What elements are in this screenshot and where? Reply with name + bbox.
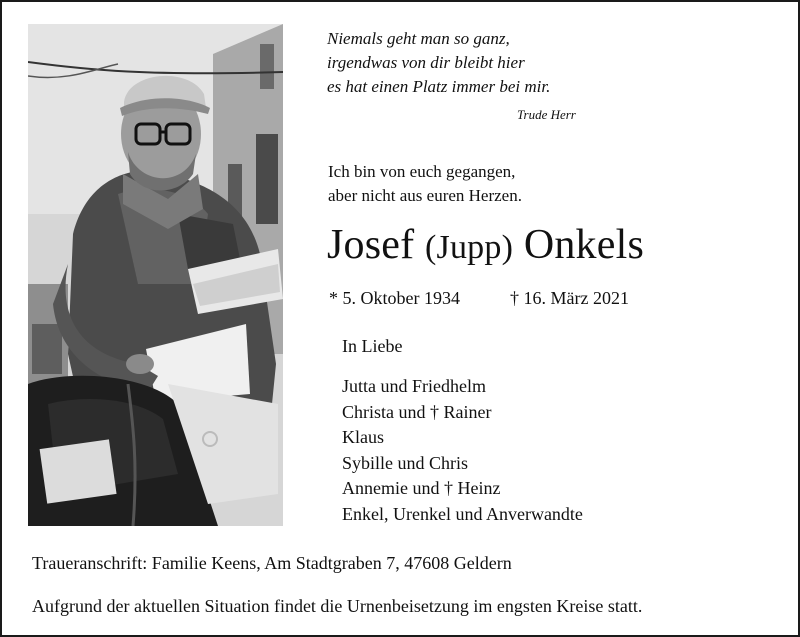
- death-date: † 16. März 2021: [510, 288, 629, 308]
- burial-notice: Aufgrund der aktuellen Situation findet die Urnenbeisetzung im engsten Kreise statt.: [32, 596, 643, 616]
- deceased-name: [327, 220, 644, 273]
- intro-text: [328, 160, 648, 208]
- family-member: Sybille und Chris: [342, 452, 469, 473]
- family-list: [342, 374, 583, 527]
- poem-line: es hat einen Platz immer bei mir.: [327, 77, 551, 96]
- first-name: Josef: [327, 222, 415, 268]
- poem: [327, 27, 627, 122]
- birth-date: * 5. Oktober 1934: [329, 288, 460, 308]
- family-member: Enkel, Urenkel und Anverwandte: [342, 503, 583, 524]
- poem-author: Trude Herr: [517, 107, 576, 122]
- mourning-address: Traueranschrift: Familie Keens, Am Stadtgraben 7, 47608 Geldern: [32, 553, 512, 573]
- family-member: Annemie und † Heinz: [342, 478, 501, 498]
- nickname: (Jupp): [425, 229, 514, 266]
- family-member: Klaus: [342, 427, 384, 447]
- intro-line: aber nicht aus euren Herzen.: [328, 186, 522, 205]
- portrait-photo: [28, 24, 283, 526]
- in-love-heading: In Liebe: [342, 336, 403, 356]
- poem-line: Niemals geht man so ganz,: [327, 29, 510, 48]
- portrait-photo-drawing: [28, 24, 283, 526]
- family-member: Jutta und Friedhelm: [342, 376, 486, 396]
- last-name: Onkels: [523, 222, 644, 268]
- poem-line: irgendwas von dir bleibt hier: [327, 53, 525, 72]
- life-dates: [329, 286, 629, 310]
- family-member: Christa und † Rainer: [342, 401, 492, 422]
- intro-line: Ich bin von euch gegangen,: [328, 162, 516, 181]
